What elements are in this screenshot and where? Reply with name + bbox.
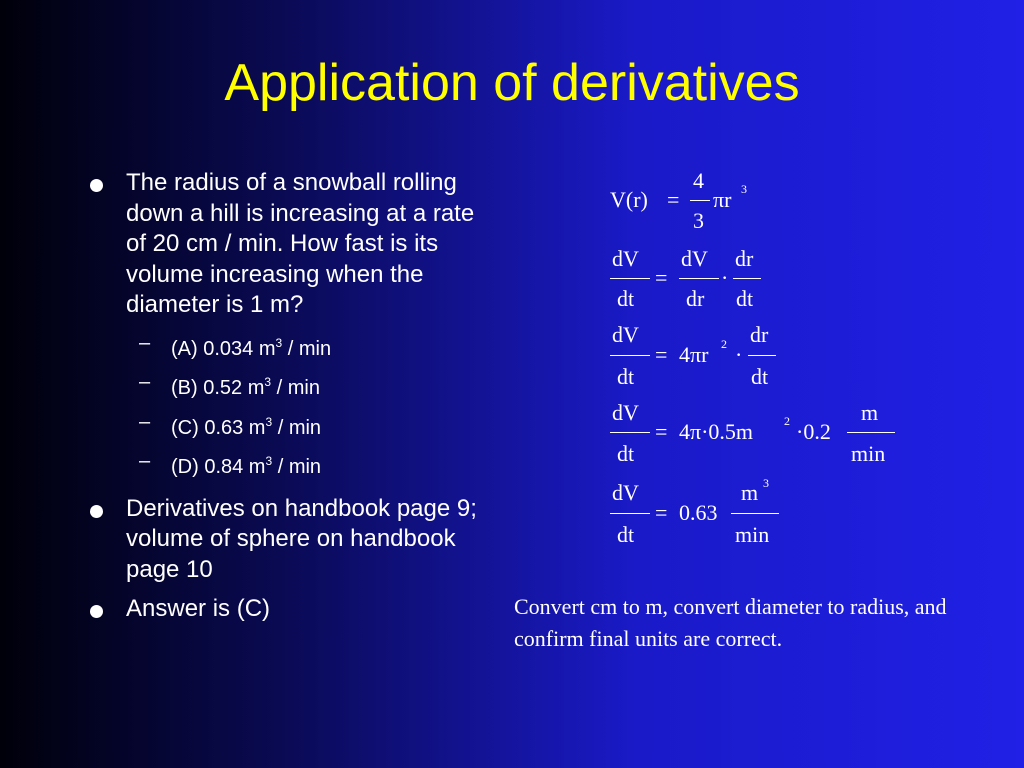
eq1-equals: = xyxy=(667,187,680,212)
option-unit: / min xyxy=(272,456,322,478)
eq5-num1: dV xyxy=(612,480,639,505)
eq2-den2: dr xyxy=(686,286,705,311)
eq2-bar2 xyxy=(679,278,719,279)
eq3-den2: dt xyxy=(751,364,769,389)
eq1-exponent: 3 xyxy=(741,182,747,196)
eq2-num3: dr xyxy=(735,246,754,271)
answer-text: Answer is (C) xyxy=(126,595,271,622)
eq3-num1: dV xyxy=(612,322,639,347)
eq3-bar1 xyxy=(610,355,650,356)
eq5-den2: min xyxy=(735,522,770,547)
option-exponent: 3 xyxy=(265,414,273,429)
eq5-num2: m xyxy=(741,480,759,505)
eq4-equals: = xyxy=(655,419,668,444)
eq3-equals: = xyxy=(655,342,668,367)
question-text: The radius of a snowball rolling down a hill is increasing at a rate of 20 cm / min. How fast is its volume increasing when the diameter is 1 m? xyxy=(126,169,475,318)
eq4-bar2 xyxy=(847,432,895,433)
eq5-value: 0.63 xyxy=(679,500,718,525)
eq3-dot: · xyxy=(735,342,743,367)
eq5-exponent: 3 xyxy=(763,476,769,490)
dash-icon: – xyxy=(139,371,151,393)
option-text: (B) 0.52 m xyxy=(171,377,265,399)
eq4-exponent: 2 xyxy=(784,414,790,428)
eq1-denominator: 3 xyxy=(693,208,704,233)
dash-icon: – xyxy=(139,450,151,472)
option-exponent: 3 xyxy=(265,454,273,468)
slide-title: Application of derivatives xyxy=(224,54,800,112)
eq5-den1: dt xyxy=(617,522,635,547)
eq2-num2: dV xyxy=(681,246,708,271)
eq3-bar2 xyxy=(748,355,776,356)
option-unit: / min xyxy=(272,416,322,439)
option-text: (A) 0.034 m xyxy=(171,337,276,360)
eq4-num2: m xyxy=(861,400,879,425)
eq5-bar2 xyxy=(731,513,779,514)
dash-icon: – xyxy=(139,410,151,433)
handbook-text: Derivatives on handbook page 9; volume of sphere on handbook page 10 xyxy=(126,494,477,583)
eq5-equals: = xyxy=(655,500,668,525)
eq2-bar3 xyxy=(733,278,761,279)
note-text: Convert cm to m, convert diameter to radius, and confirm final units are correct. xyxy=(514,594,947,651)
option-exponent: 3 xyxy=(275,335,283,350)
option-exponent: 3 xyxy=(264,375,272,389)
eq1-lhs: V(r) xyxy=(610,187,648,212)
eq4-bar1 xyxy=(610,432,650,433)
option-text: (C) 0.63 m xyxy=(171,416,266,439)
eq2-dot: · xyxy=(721,265,729,290)
eq3-den1: dt xyxy=(617,364,635,389)
eq2-num1: dV xyxy=(612,246,639,271)
eq2-den1: dt xyxy=(617,286,635,311)
eq2-den3: dt xyxy=(736,286,754,311)
eq3-exponent: 2 xyxy=(721,337,727,351)
eq5-bar1 xyxy=(610,513,650,514)
eq4-den1: dt xyxy=(617,441,635,466)
eq4-den2: min xyxy=(851,441,886,466)
eq1-fraction-bar xyxy=(690,200,710,201)
option-unit: / min xyxy=(282,337,332,360)
eq1-numerator: 4 xyxy=(693,168,704,193)
dash-icon: – xyxy=(139,331,151,354)
option-unit: / min xyxy=(271,377,320,399)
eq3-num2: dr xyxy=(750,322,769,347)
eq2-equals: = xyxy=(655,265,668,290)
eq4-num1: dV xyxy=(612,400,639,425)
eq2-bar1 xyxy=(610,278,650,279)
eq3-term: 4πr xyxy=(679,342,709,367)
eq4-term: 4π·0.5m xyxy=(679,419,754,444)
eq4-term2: ·0.2 xyxy=(796,419,831,444)
eq1-term: πr xyxy=(713,187,732,212)
option-text: (D) 0.84 m xyxy=(171,456,266,478)
